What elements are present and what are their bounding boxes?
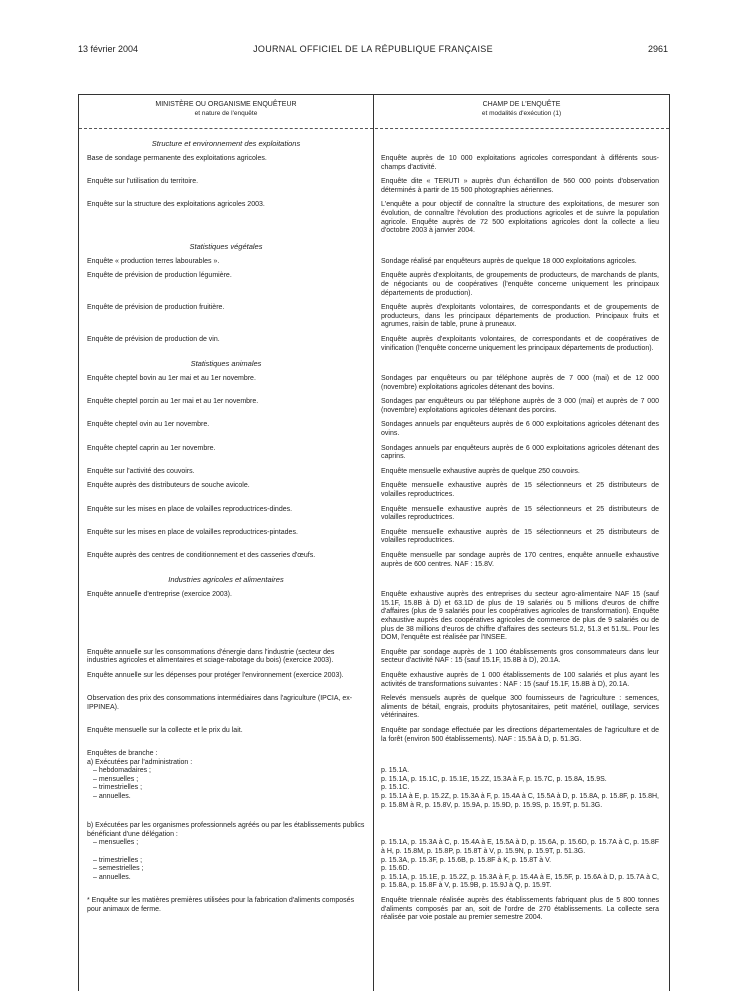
survey-name: Enquête annuelle d'entreprise (exercice 2003).: [87, 591, 232, 599]
branche-a-title: [79, 759, 669, 768]
branche-intro: [79, 750, 669, 759]
survey-scope: Enquête exhaustive auprès des entreprises du secteur agro-alimentaire NAF 15 (sauf 15.1F, 15.8B à D) et 63.1D de plus de 19 salariés ou 5 millions d'euros de chiffre d'affaires (plus de 9 salariés pour les coopératives agricoles de transformation). Enquête exhaustive auprès des coopératives agricoles de commerce de plus de 9 salariés ou de plus de 38 millions d'euros de chiffre d'affaires des secteurs 51.2, 51.3 et 51.5L. Pour les DOM, l'enquête est réalisée par l'INSEE.: [381, 591, 659, 642]
table-row: [79, 258, 669, 267]
survey-scope: L'enquête a pour objectif de connaître la structure des exploitations, de mesurer son évolution, de connaître l'évolution des productions agricoles et de suivre la population agricole. Enquête auprès de 72 500 exploitations agricoles dont la collecte a lieu d'octobre 2003 à janvier 2004.: [381, 201, 659, 235]
survey-scope: Sondage réalisé par enquêteurs auprès de quelque 18 000 exploitations agricoles.: [381, 257, 637, 265]
table-row: [79, 552, 669, 569]
frequency-label: – trimestrielles ;: [93, 856, 143, 864]
survey-name: Base de sondage permanente des exploitations agricoles.: [87, 155, 267, 162]
section-title: Statistiques végétales: [189, 241, 263, 251]
section-title: Structure et environnement des exploitations: [151, 139, 301, 148]
frequency-label: – mensuelles ;: [93, 775, 139, 783]
naf-codes: p. 15.1C.: [381, 784, 410, 792]
table-row: [79, 767, 669, 776]
survey-name: Observation des prix des consommations intermédiaires dans l'agriculture (IPCIA, ex-IPPINEA).: [87, 695, 353, 711]
survey-name: Enquête sur l'utilisation du territoire.: [87, 178, 199, 186]
table-row: [79, 445, 669, 462]
table-body: [79, 139, 669, 929]
table-row: [79, 591, 669, 643]
survey-scope: Sondages annuels par enquêteurs auprès de 6 000 exploitations agricoles détenant des ovins.: [381, 421, 659, 438]
table-row: [79, 201, 669, 235]
survey-name: Enquête mensuelle sur la collecte et le prix du lait.: [87, 726, 243, 734]
survey-scope: Enquête triennale réalisée auprès des établissements fabriquant plus de 5 800 tonnes d'aliments composés par an, soit de l'ordre de 270 établissements. La collecte sera réalisée par voie postale au premier semestre 2004.: [381, 897, 659, 922]
column-header-left-subtitle: et nature de l'enquête: [194, 109, 258, 117]
naf-codes: p. 15.1A, p. 15.1E, p. 15.2Z, p. 15.3A à F, p. 15.4A à E, 15.5F, p. 15.6A à D, p. 15.7A à C, p. 15.8A, p. 15.8F à V, p. 15.9B, p. 15.9J à Q, p. 15.9T.: [381, 873, 659, 890]
table-row: [79, 336, 669, 353]
table-row: [79, 727, 669, 744]
frequency-label: – trimestrielles ;: [93, 784, 143, 792]
survey-name: Enquête cheptel caprin au 1er novembre.: [87, 444, 216, 452]
table-row: [79, 672, 669, 689]
table-row: [79, 178, 669, 195]
table-row: [79, 865, 669, 874]
survey-name: Enquête annuelle sur les dépenses pour protéger l'environnement (exercice 2003).: [87, 671, 344, 679]
table-row: [79, 398, 669, 415]
table-row: [79, 776, 669, 785]
page-header: [78, 44, 668, 58]
frequency-label: – annuelles.: [93, 873, 131, 881]
naf-codes: p. 15.1A, p. 15.1C, p. 15.1E, 15.2Z, 15.3A à F, p. 15.7C, p. 15.8A, 15.9S.: [381, 775, 607, 783]
frequency-label: – hebdomadaires ;: [93, 767, 151, 775]
column-header-right-subtitle: et modalités d'exécution (1): [481, 109, 562, 117]
table-row: [79, 304, 669, 330]
table-row: [79, 421, 669, 438]
survey-name: Enquête cheptel ovin au 1er novembre.: [87, 421, 210, 429]
table-row: [79, 272, 669, 298]
table-row: [79, 468, 669, 477]
section-title: Industries agricoles et alimentaires: [168, 575, 284, 585]
survey-scope: Enquête mensuelle exhaustive auprès de quelque 250 couvoirs.: [381, 467, 580, 475]
survey-scope: Enquête auprès d'exploitants volontaires, de correspondants et de coopératives de vinification (l'enquête concerne uniquement les principaux départements de production).: [381, 335, 659, 352]
survey-name: Enquête cheptel porcin au 1er mai et au 1er novembre.: [87, 398, 259, 406]
table-row: [79, 155, 669, 172]
table-row: [79, 506, 669, 523]
survey-name: Enquête de prévision de production fruitière.: [87, 304, 225, 312]
naf-codes: p. 15.1A, p. 15.3A à C, p. 15.4A à E, 15.5A à D, p. 15.6A, p. 15.6D, p. 15.7A à C, p. 15.8F à H, p. 15.8M, p. 15.8P, p. 15.8T à V, p. 15.9N, p. 15.9T, p. 51.3G.: [381, 839, 659, 856]
table-row: [79, 482, 669, 499]
branche-a-title-text: a) Exécutées par l'administration :: [87, 758, 193, 766]
survey-name: Enquête de prévision de production légumière.: [87, 272, 232, 280]
naf-codes: p. 15.1A.: [381, 767, 410, 775]
header-rule: [79, 128, 669, 129]
survey-scope: Enquête mensuelle exhaustive auprès de 15 sélectionneurs et 25 distributeurs de volailles reproductrices.: [381, 482, 659, 499]
table-row: [79, 857, 669, 866]
table-row: [79, 695, 669, 721]
branche-b-title-text: b) Exécutées par les organismes professionnels agréés ou par les établissements publics bénéficiant d'une délégation :: [87, 822, 365, 838]
column-header-left-title: MINISTÈRE OU ORGANISME ENQUÊTEUR: [155, 101, 297, 108]
survey-scope: Enquête mensuelle par sondage auprès de 170 centres, enquête annuelle exhaustive auprès de 600 centres. NAF : 15.8V.: [381, 552, 659, 568]
survey-table: [78, 94, 670, 991]
naf-codes: p. 15.1A à E, p. 15.2Z, p. 15.3A à F, p. 15.4A à C, 15.5A à D, p. 15.8A, p. 15.8F, p. 15.8H, p. 15.8M à R, p. 15.8V, p. 15.9A, p. 15.9D, p. 15.9S, p. 15.9T, p. 51.3G.: [381, 793, 659, 809]
survey-scope: Enquête dite « TERUTI » auprès d'un échantillon de 560 000 points d'observation déterminés à partir de 15 500 photographies aériennes.: [381, 178, 659, 194]
row-gap: [79, 923, 669, 929]
table-row: [79, 375, 669, 392]
survey-scope: Enquête auprès d'exploitants, de groupements de producteurs, de marchands de plants, de négociants ou de coopératives (l'enquête concerne uniquement les principaux départements de production).: [381, 272, 659, 297]
survey-scope: Enquête exhaustive auprès de 1 000 établissements de 100 salariés et plus ayant les activités de transformations suivantes : NAF : 15 (sauf 15.1F, 15.8B à D), 20.1A.: [381, 671, 659, 688]
survey-scope: Enquête auprès d'exploitants volontaires, de correspondants et de groupements de producteurs, dans les principaux départements de production. Principaux fruits et agrumes, raisin de table, prune à pruneaux.: [381, 304, 659, 329]
table-row: [79, 897, 669, 923]
table-row: [79, 839, 669, 856]
survey-scope: Sondages annuels par enquêteurs auprès de 6 000 exploitations agricoles détenant des caprins.: [381, 444, 659, 461]
survey-name: Enquête auprès des centres de conditionnement et des casseries d'œufs.: [87, 552, 316, 559]
survey-name: Enquête annuelle sur les consommations d'énergie dans l'industrie (secteur des industries agricoles et alimentaires et sciage-rabotage du bois) (exercice 2003).: [87, 648, 335, 665]
frequency-label: – mensuelles ;: [93, 839, 139, 847]
survey-name: Enquête sur les mises en place de volailles reproductrices-pintades.: [87, 528, 298, 536]
survey-scope: Sondages par enquêteurs ou par téléphone auprès de 3 000 (mai) et auprès de 7 000 (novembre) exploitations agricoles détenant des porcins.: [381, 398, 659, 414]
table-row: [79, 793, 669, 810]
survey-scope: Enquête mensuelle exhaustive auprès de 15 sélectionneurs et 25 distributeurs de volailles reproductrices.: [381, 528, 659, 545]
survey-name: Enquête sur la structure des exploitations agricoles 2003.: [87, 201, 265, 209]
header-journal-title: JOURNAL OFFICIEL DE LA RÉPUBLIQUE FRANÇAISE: [253, 44, 493, 54]
column-header-right-title: CHAMP DE L'ENQUÊTE: [482, 101, 561, 108]
survey-scope: Enquête par sondage effectuée par les directions départementales de l'agriculture et de la forêt (environ 500 établissements). NAF : 15.5A à D, p. 51.3G.: [381, 726, 659, 743]
naf-codes: p. 15.6D.: [381, 865, 410, 873]
table-row: [79, 874, 669, 891]
branche-b-title: [79, 822, 669, 839]
table-row: [79, 529, 669, 546]
survey-name: Enquête sur les mises en place de volailles reproductrices-dindes.: [87, 505, 293, 513]
header-page-number: 2961: [647, 44, 668, 54]
table-row: [79, 649, 669, 666]
frequency-label: – semestrielles ;: [93, 865, 144, 873]
section-title: Statistiques animales: [190, 359, 262, 369]
survey-scope: Relevés mensuels auprès de quelque 300 fournisseurs de l'agriculture : semences, aliments de bétail, engrais, produits phytosanitaires, petit matériel, outillage, services vétérinaires.: [381, 695, 659, 720]
survey-name: Enquête sur l'activité des couvoirs.: [87, 467, 195, 475]
naf-codes: p. 15.3A, p. 15.3F, p. 15.6B, p. 15.8F à K, p. 15.8T à V.: [381, 856, 552, 864]
survey-name: * Enquête sur les matières premières utilisées pour la fabrication d'aliments composés pour animaux de ferme.: [87, 897, 355, 913]
header-date: 13 février 2004: [78, 44, 139, 54]
table-row: [79, 784, 669, 793]
survey-scope: Enquête auprès de 10 000 exploitations agricoles correspondant à différents sous-champs d'activité.: [381, 155, 659, 171]
survey-name: Enquête auprès des distributeurs de souche avicole.: [87, 482, 250, 490]
survey-name: Enquête de prévision de production de vin.: [87, 335, 220, 343]
survey-name: Enquête « production terres labourables ».: [87, 257, 220, 265]
survey-scope: Enquête par sondage auprès de 1 100 établissements gros consommateurs dans leur secteur d'activité NAF : 15 (sauf 15.1F, 15.8B à D), 20.1A.: [381, 648, 659, 665]
frequency-label: – annuelles.: [93, 793, 131, 801]
survey-scope: Sondages par enquêteurs ou par téléphone auprès de 7 000 (mai) et de 12 000 (novembre) exploitations agricoles détenant des bovins.: [381, 375, 659, 391]
branche-intro-text: Enquêtes de branche :: [87, 750, 158, 758]
survey-name: Enquête cheptel bovin au 1er mai et au 1er novembre.: [87, 375, 256, 383]
survey-scope: Enquête mensuelle exhaustive auprès de 15 sélectionneurs et 25 distributeurs de volailles reproductrices.: [381, 505, 659, 522]
